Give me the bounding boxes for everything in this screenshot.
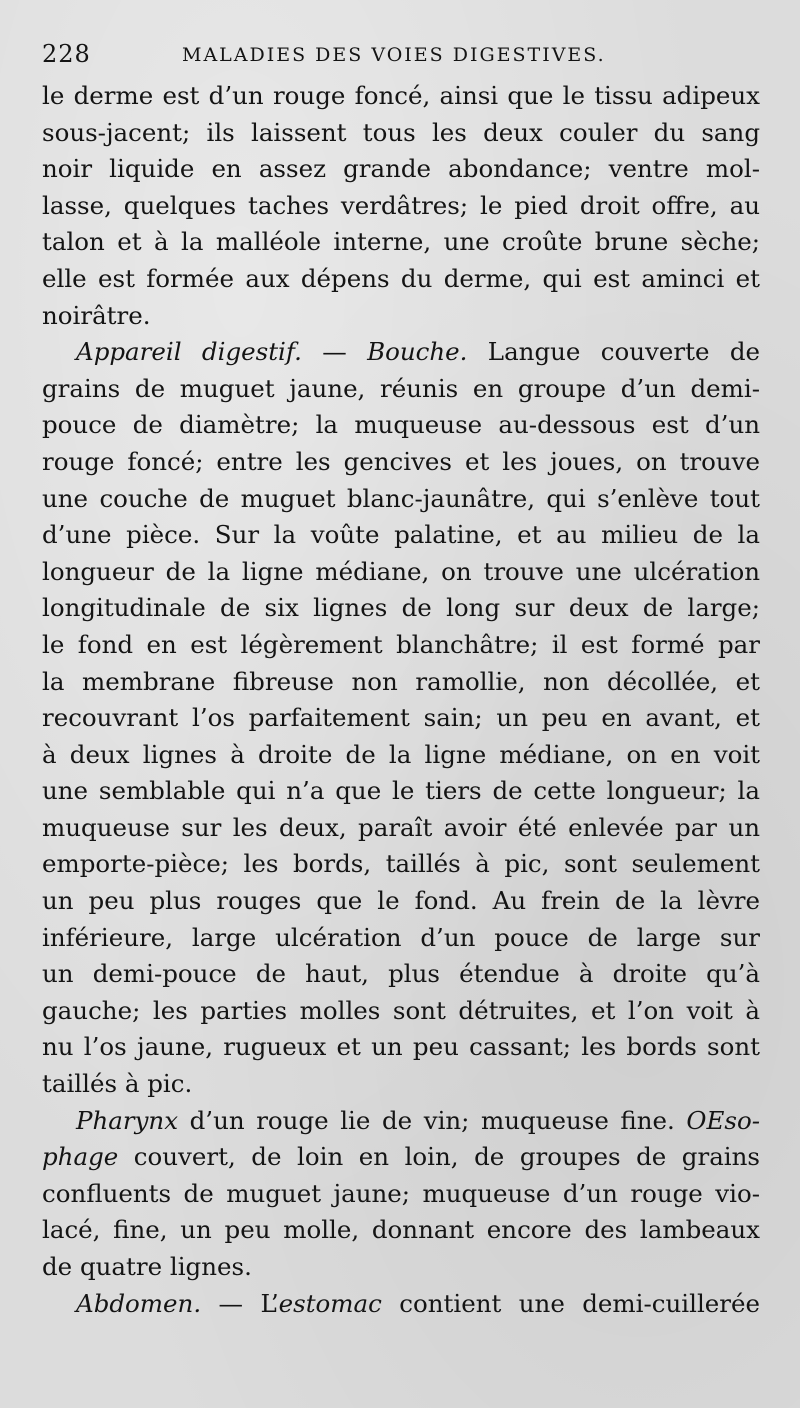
- page-header: [42, 40, 760, 70]
- text-segment: nu l’os jaune, rugueux et un peu cassant; les bords sont: [42, 1032, 760, 1062]
- text-segment: longitudinale de six lignes de long sur deux de large;: [42, 593, 760, 623]
- text-line: [42, 664, 760, 701]
- text-line: [42, 444, 760, 481]
- text-line: [42, 1176, 760, 1213]
- italic-text: OEso-: [686, 1105, 760, 1135]
- text-segment: talon et à la malléole interne, une croûte brune sèche;: [42, 227, 760, 257]
- text-line: [42, 1212, 760, 1249]
- text-line: [42, 554, 760, 591]
- text-line: [42, 261, 760, 298]
- text-line: [42, 883, 760, 920]
- text-segment: emporte-pièce; les bords, taillés à pic, sont seulement: [42, 849, 760, 879]
- text-line: [42, 188, 760, 225]
- text-segment: d’une pièce. Sur la voûte palatine, et au milieu de la: [42, 520, 760, 550]
- text-line: [42, 298, 760, 335]
- text-segment: noir liquide en assez grande abondance; ventre mol-: [42, 154, 760, 184]
- italic-text: phage: [42, 1142, 119, 1172]
- text-segment: lasse, quelques taches verdâtres; le pied droit offre, au: [42, 190, 760, 220]
- text-segment: couvert, de loin en loin, de groupes de grains: [118, 1142, 760, 1172]
- text-segment: gauche; les parties molles sont détruites, et l’on voit à: [42, 995, 760, 1025]
- text-line: [42, 224, 760, 261]
- body-text: [42, 78, 760, 1322]
- text-segment: pouce de diamètre; la muqueuse au-dessous est d’un: [42, 410, 760, 440]
- text-line: [42, 993, 760, 1030]
- text-line: [42, 517, 760, 554]
- text-segment: Langue couverte de: [467, 337, 760, 367]
- text-line: [42, 1103, 760, 1140]
- text-segment: longueur de la ligne médiane, on trouve une ulcération: [42, 556, 760, 586]
- text-line: [42, 334, 760, 371]
- text-line: [42, 1286, 760, 1323]
- text-segment: de quatre lignes.: [42, 1252, 252, 1281]
- text-segment: lacé, fine, un peu molle, donnant encore des lambeaux: [42, 1215, 760, 1245]
- text-line: [42, 920, 760, 957]
- text-segment: la membrane fibreuse non ramollie, non décollée, et: [42, 666, 760, 696]
- text-segment: —: [301, 337, 368, 367]
- text-segment: une couche de muguet blanc-jaunâtre, qui s’enlève tout: [42, 483, 760, 513]
- text-line: [42, 1066, 760, 1103]
- text-segment: sous-jacent; ils laissent tous les deux couler du sang: [42, 117, 760, 147]
- text-segment: elle est formée aux dépens du derme, qui est aminci et: [42, 263, 760, 293]
- text-segment: inférieure, large ulcération d’un pouce de large sur: [42, 922, 760, 952]
- text-line: [42, 737, 760, 774]
- text-segment: rouge foncé; entre les gencives et les joues, on trouve: [42, 446, 760, 476]
- text-segment: recouvrant l’os parfaitement sain; un peu en avant, et: [42, 703, 760, 733]
- text-segment: muqueuse sur les deux, paraît avoir été enlevée par un: [42, 812, 760, 842]
- text-line: [42, 700, 760, 737]
- page-number: 228: [42, 40, 91, 68]
- text-line: [42, 810, 760, 847]
- italic-text: Pharynx: [76, 1105, 179, 1135]
- text-line: [42, 773, 760, 810]
- text-line: [42, 78, 760, 115]
- text-segment: à deux lignes à droite de la ligne médiane, on en voit: [42, 739, 760, 769]
- text-segment: le derme est d’un rouge foncé, ainsi que le tissu adipeux: [42, 81, 760, 110]
- text-segment: d’un rouge lie de vin; muqueuse fine.: [178, 1105, 687, 1135]
- text-segment: un peu plus rouges que le fond. Au frein de la lèvre: [42, 886, 760, 916]
- text-line: [42, 1249, 760, 1286]
- text-line: [42, 115, 760, 152]
- italic-text: Appareil digestif.: [76, 337, 302, 367]
- text-line: [42, 846, 760, 883]
- text-segment: noirâtre.: [42, 300, 151, 330]
- text-line: [42, 590, 760, 627]
- text-segment: grains de muguet jaune, réunis en groupe d’un demi-: [42, 373, 760, 403]
- text-line: [42, 481, 760, 518]
- text-segment: un demi-pouce de haut, plus étendue à droite qu’à: [42, 959, 760, 989]
- text-line: [42, 151, 760, 188]
- text-line: [42, 956, 760, 993]
- text-segment: contient une demi-cuillerée: [381, 1288, 760, 1318]
- text-line: [42, 627, 760, 664]
- text-segment: le fond en est légèrement blanchâtre; il est formé par: [42, 629, 760, 659]
- text-line: [42, 1029, 760, 1066]
- running-head: MALADIES DES VOIES DIGESTIVES.: [182, 44, 606, 66]
- italic-text: estomac: [278, 1288, 382, 1318]
- italic-text: Bouche.: [367, 337, 468, 367]
- text-line: [42, 407, 760, 444]
- italic-text: Abdomen.: [76, 1288, 202, 1318]
- text-segment: une semblable qui n’a que le tiers de cette longueur; la: [42, 776, 760, 806]
- text-segment: confluents de muguet jaune; muqueuse d’un rouge vio-: [42, 1178, 760, 1208]
- text-segment: — L’: [201, 1288, 279, 1318]
- text-segment: taillés à pic.: [42, 1069, 193, 1099]
- text-line: [42, 1139, 760, 1176]
- text-line: [42, 371, 760, 408]
